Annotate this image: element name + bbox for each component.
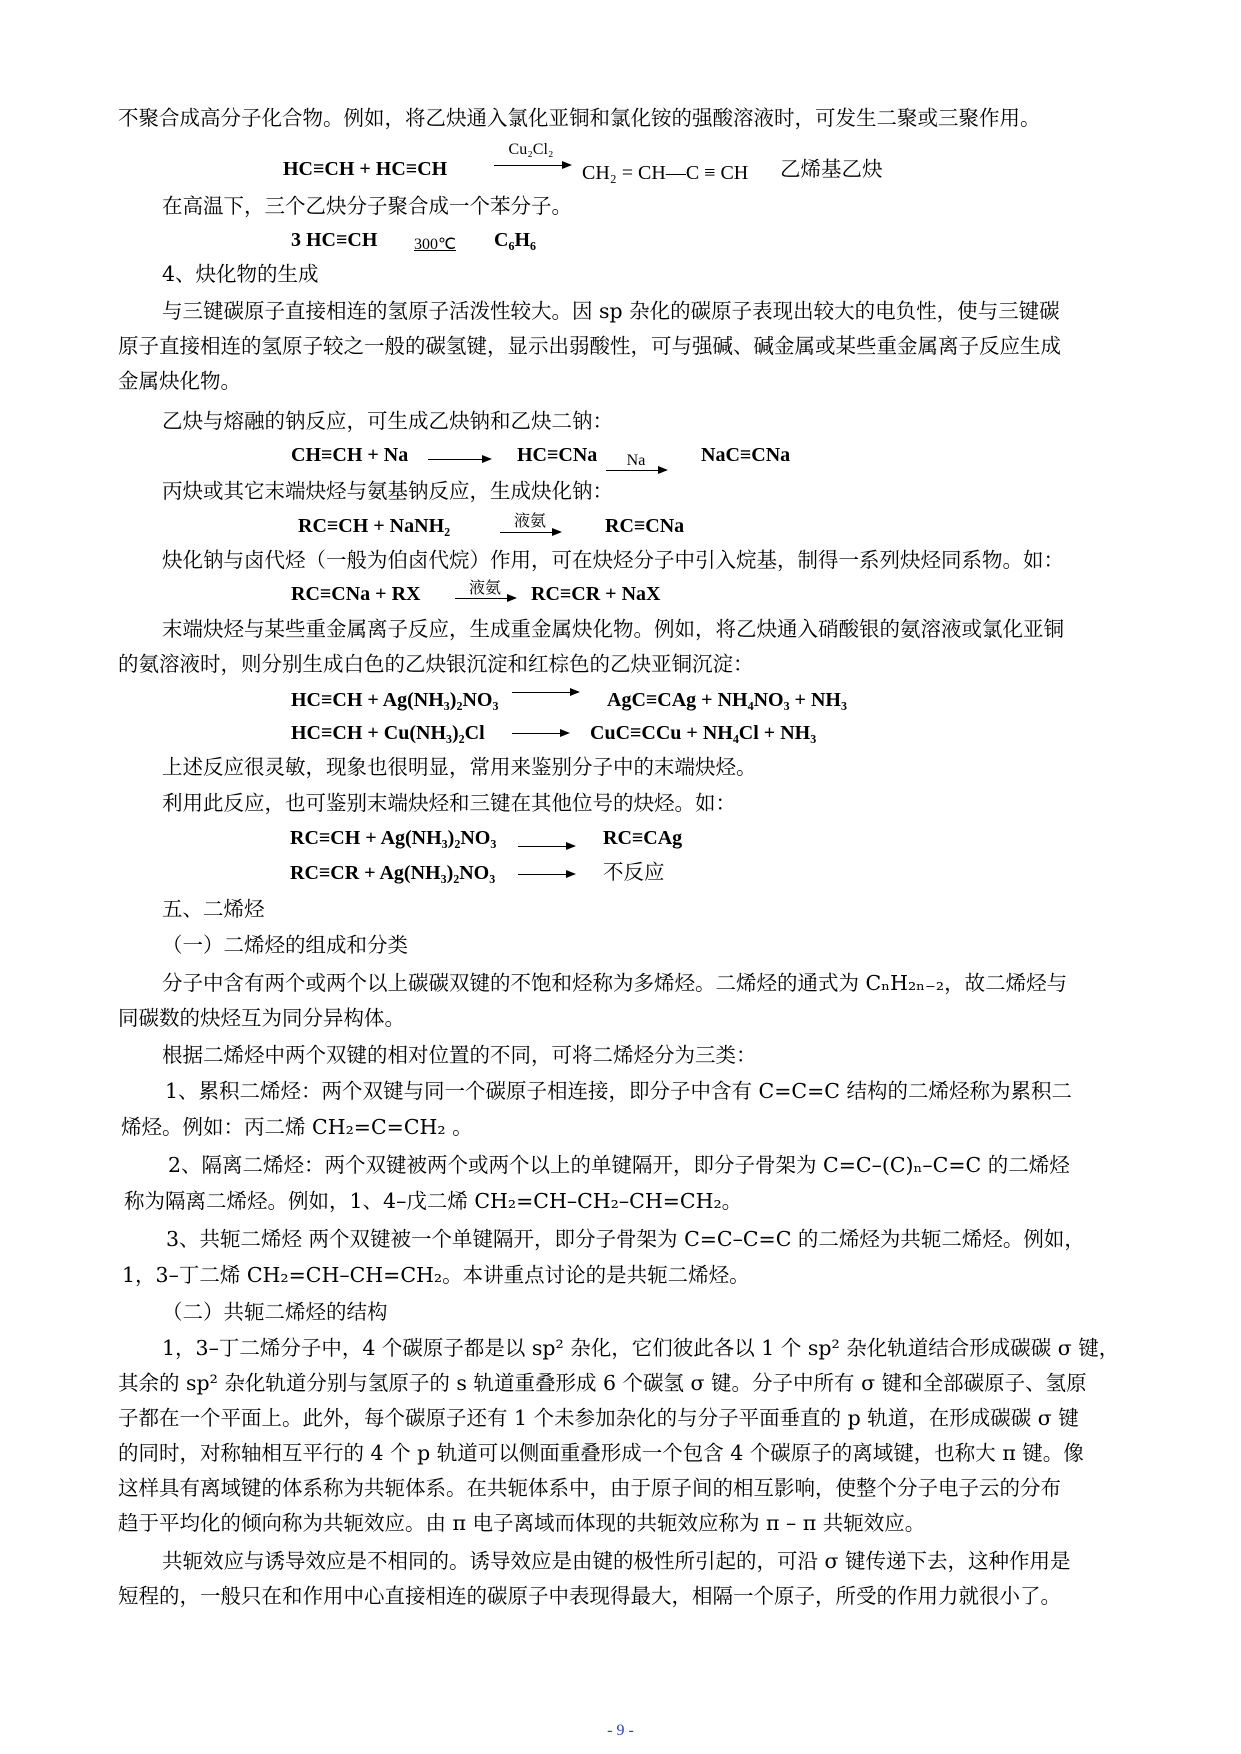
paragraph-line: 其余的 sp² 杂化轨道分别与氢原子的 s 轨道重叠形成 6 个碳氢 σ 键。分子中所有 σ 键和全部碳原子、氢原	[118, 1371, 1087, 1395]
paragraph-line: 在高温下，三个乙炔分子聚合成一个苯分子。	[162, 194, 572, 218]
equation-reactants: CH≡CH + Na	[291, 444, 409, 466]
paragraph-line: 利用此反应，也可鉴别末端炔烃和三键在其他位号的炔烃。如：	[162, 791, 736, 815]
reaction-arrow	[512, 733, 568, 734]
equation-reactants: RC≡CH + NaNH₂	[298, 515, 451, 537]
reaction-arrow	[518, 846, 574, 847]
equation-intermediate: HC≡CNa	[517, 444, 598, 466]
equation-product: CuC≡CCu + NH₄Cl + NH₃	[590, 722, 817, 744]
paragraph-line: 称为隔离二烯烃。例如，1、4–戊二烯 CH₂=CH–CH₂–CH=CH₂。	[124, 1189, 743, 1213]
reaction-arrow	[494, 165, 570, 166]
paragraph-line: 金属炔化物。	[118, 369, 241, 393]
paragraph-line: 与三键碳原子直接相连的氢原子活泼性较大。因 sp 杂化的碳原子表现出较大的电负性，使与三键碳	[162, 299, 1060, 323]
paragraph-line: 子都在一个平面上。此外，每个碳原子还有 1 个未参加杂化的与分子平面垂直的 p 轨道，在形成碳碳 σ 键	[118, 1406, 1079, 1430]
reaction-arrow	[455, 598, 515, 599]
paragraph-line: 不聚合成高分子化合物。例如，将乙炔通入氯化亚铜和氯化铵的强酸溶液时，可发生二聚或三聚作用。	[118, 106, 1041, 130]
paragraph-line: 炔化钠与卤代烃（一般为伯卤代烷）作用，可在炔烃分子中引入烷基，制得一系列炔烃同系物。如：	[162, 548, 1064, 572]
subsection-heading: （二）共轭二烯烃的结构	[162, 1300, 388, 1324]
paragraph-line: 趋于平均化的倾向称为共轭效应。由 π 电子离域而体现的共轭效应称为 π – π 共轭效应。	[118, 1511, 926, 1535]
equation-product: RC≡CAg	[603, 827, 683, 849]
equation-reactants: 3 HC≡CH	[291, 229, 378, 251]
reaction-condition: 液氨	[468, 580, 501, 597]
reaction-condition: 液氨	[513, 513, 546, 530]
reaction-arrow	[518, 874, 574, 875]
paragraph-line: 2、隔离二烯烃：两个双键被两个或两个以上的单键隔开，即分子骨架为 C=C–(C)ₙ–C=C 的二烯烃	[168, 1153, 1070, 1177]
equation-reactants: RC≡CR + Ag(NH₃)₂NO₃	[290, 862, 496, 884]
paragraph-line: 1、累积二烯烃：两个双键与同一个碳原子相连接，即分子中含有 C=C=C 结构的二烯烃称为累积二	[165, 1079, 1072, 1103]
equation-reactants: RC≡CH + Ag(NH₃)₂NO₃	[290, 827, 497, 849]
equation-reactants: HC≡CH + HC≡CH	[283, 158, 448, 180]
paragraph-line: 的同时，对称轴相互平行的 4 个 p 轨道可以侧面重叠形成一个包含 4 个碳原子的离域键，也称大 π 键。像	[118, 1441, 1084, 1465]
paragraph-line: 丙炔或其它末端炔烃与氨基钠反应，生成炔化钠：	[162, 479, 613, 503]
equation-reactants: RC≡CNa + RX	[291, 583, 421, 605]
paragraph-line: 短程的，一般只在和作用中心直接相连的碳原子中表现得最大，相隔一个原子，所受的作用力就很小了。	[118, 1584, 1061, 1608]
equation-result: 不反应	[603, 860, 665, 884]
equation-product: C₆H₆	[494, 229, 536, 251]
paragraph-line: 末端炔烃与某些重金属离子反应，生成重金属炔化物。例如，将乙炔通入硝酸银的氨溶液或氯化亚铜	[162, 617, 1064, 641]
reaction-arrow	[512, 692, 578, 693]
equation-product: RC≡CR + NaX	[531, 583, 661, 605]
paragraph-line: 烯烃。例如：丙二烯 CH₂=C=CH₂ 。	[121, 1115, 473, 1139]
reaction-condition: Cu₂Cl₂	[508, 141, 554, 158]
reaction-arrow	[500, 532, 560, 533]
paragraph-line: 的氨溶液时，则分别生成白色的乙炔银沉淀和红棕色的乙炔亚铜沉淀：	[118, 652, 754, 676]
paragraph-line: 3、共轭二烯烃 两个双键被一个单键隔开，即分子骨架为 C=C–C=C 的二烯烃为共轭二烯烃。例如，	[166, 1227, 1085, 1251]
equation-product: AgC≡CAg + NH₄NO₃ + NH₃	[607, 689, 847, 711]
reaction-condition: 300℃	[414, 236, 456, 253]
section-heading: 4、炔化物的生成	[162, 262, 319, 286]
equation-reactants: HC≡CH + Cu(NH₃)₂Cl	[291, 722, 485, 744]
paragraph-line: 1，3–丁二烯分子中，4 个碳原子都是以 sp² 杂化，它们彼此各以 1 个 sp² 杂化轨道结合形成碳碳 σ 键，	[162, 1336, 1120, 1360]
paragraph-line: 原子直接相连的氢原子较之一般的碳氢键，显示出弱酸性，可与强碱、碱金属或某些重金属离子反应生成	[118, 334, 1061, 358]
paragraph-line: 乙炔与熔融的钠反应，可生成乙炔钠和乙炔二钠：	[162, 409, 613, 433]
paragraph-line: 同碳数的炔烃互为同分异构体。	[118, 1006, 405, 1030]
equation-product: RC≡CNa	[605, 515, 685, 537]
equation-product: NaC≡CNa	[701, 444, 791, 466]
reaction-condition: Na	[626, 452, 646, 469]
product-name: 乙烯基乙炔	[780, 157, 883, 181]
section-heading: 五、二烯烃	[162, 897, 265, 921]
page-number: - 9 -	[607, 1722, 634, 1739]
paragraph-line: 上述反应很灵敏，现象也很明显，常用来鉴别分子中的末端炔烃。	[162, 755, 757, 779]
reaction-arrow	[606, 470, 666, 471]
equation-reactants: HC≡CH + Ag(NH₃)₂NO₃	[291, 689, 499, 711]
paragraph-line: 1，3–丁二烯 CH₂=CH–CH=CH₂。本讲重点讨论的是共轭二烯烃。	[122, 1263, 750, 1287]
paragraph-line: 这样具有离域键的体系称为共轭体系。在共轭体系中，由于原子间的相互影响，使整个分子电子云的分布	[118, 1476, 1061, 1500]
paragraph-line: 根据二烯烃中两个双键的相对位置的不同，可将二烯烃分为三类：	[162, 1043, 757, 1067]
reaction-arrow	[428, 459, 490, 460]
paragraph-line: 共轭效应与诱导效应是不相同的。诱导效应是由键的极性所引起的，可沿 σ 键传递下去，这种作用是	[162, 1549, 1071, 1573]
subsection-heading: （一）二烯烃的组成和分类	[162, 933, 408, 957]
equation-product: CH₂ = CH—C ≡ CH	[582, 162, 749, 184]
paragraph-line: 分子中含有两个或两个以上碳碳双键的不饱和烃称为多烯烃。二烯烃的通式为 CₙH₂ₙ₋₂，故二烯烃与	[162, 971, 1068, 995]
